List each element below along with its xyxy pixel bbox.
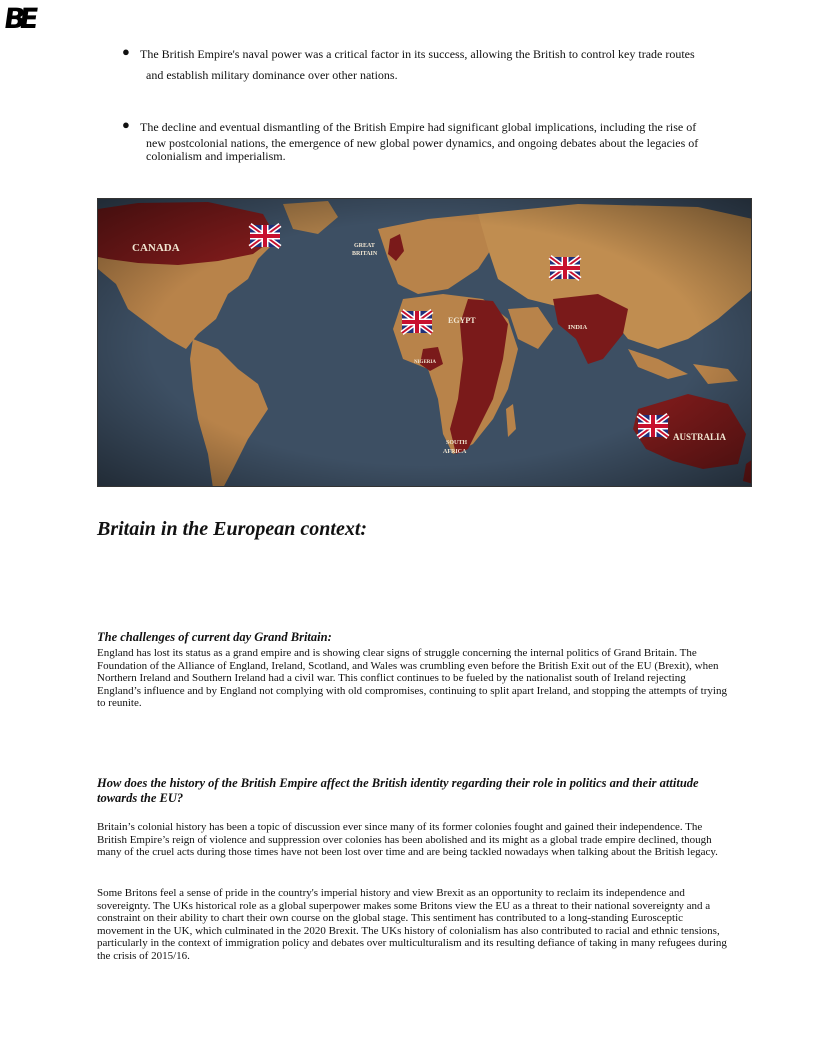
bullet-item-decline (122, 117, 755, 163)
map-label-nigeria: NIGERIA (414, 360, 436, 365)
challenges-paragraph: England has lost its status as a grand empire and is showing clear signs of struggle concerning the internal politics of Grand Britain. The Foundation of the Alliance of England, Ireland, Scotland, and Wales was crumbling even before the British Exit out of the EU (Brexit), when Northern Ireland and Southern Ireland had a civil war. This conflict continues to be fueled by the nationalist south of Ireland rejecting England’s influence and by England not complying with old compromises, continuing to split apart Ireland, and stopping the attempts of trying to reunite. (97, 647, 727, 710)
bullet-line-2: new postcolonial nations, the emergence of new global power dynamics, and ongoing debates about the legacies of colonialism and imperialism. (146, 136, 699, 163)
map-label-great-britain: BRITAIN (352, 251, 378, 257)
british-empire-map (97, 198, 752, 487)
map-label-australia: AUSTRALIA (673, 432, 727, 442)
challenges-heading: The challenges of current day Grand Britain: (97, 630, 332, 644)
uk-flag-icon (638, 415, 668, 437)
map-label-south-africa: SOUTH (446, 440, 468, 446)
section-heading: Britain in the European context: (97, 518, 368, 540)
map-label-india: INDIA (568, 324, 588, 331)
bullet-dot-icon: ● (122, 117, 130, 132)
uk-flag-icon (402, 311, 432, 333)
uk-flag-icon (250, 225, 280, 247)
history-heading: How does the history of the British Empire affect the British identity regarding their role in politics and their attitude towards the EU? (97, 776, 699, 805)
history-paragraph-2: Some Britons feel a sense of pride in the country's imperial history and view Brexit as an opportunity to reclaim its independence and sovereignty. The UKs historical role as a global superpower makes some Britons view the EU as a threat to their national sovereignty and a constraint on their ability to chart their own course on the global stage. This sentiment has contributed to a long-standing Eurosceptic movement in the UK, which culminated in the 2020 Brexit. The UKs history of colonialism has also contributed to racial and ethnic tensions, particularly in the context of immigration policy and debates over multiculturalism and its resulting defiance of taking in many refugees during the crisis of 2015/16. (97, 887, 727, 962)
map-label-great-britain: GREAT (354, 243, 375, 249)
map-label-canada: CANADA (132, 242, 180, 254)
author-logo: BE (1, 2, 35, 35)
bullet-dot-icon: ● (122, 44, 130, 59)
history-paragraph-1: Britain’s colonial history has been a topic of discussion ever since many of its former colonies fought and gained their independence. The British Empire’s reign of violence and suppression over colonies has been abolished and its might as a global trade empire declined, though many of the cruel acts during those times have not been lost over time and are being tackled nowadays when talking about the British legacy. (97, 821, 718, 859)
uk-flag-icon (550, 257, 580, 279)
map-label-egypt: EGYPT (448, 316, 476, 325)
map-label-south-africa: AFRICA (443, 449, 467, 455)
bullet-item-naval-power (122, 44, 755, 86)
bullet-line-1: The decline and eventual dismantling of the British Empire had significant global implications, including the rise of (140, 120, 697, 134)
bullet-line-1: The British Empire's naval power was a critical factor in its success, allowing the British to control key trade routes (140, 47, 695, 61)
bullet-line-2: and establish military dominance over other nations. (146, 68, 398, 82)
